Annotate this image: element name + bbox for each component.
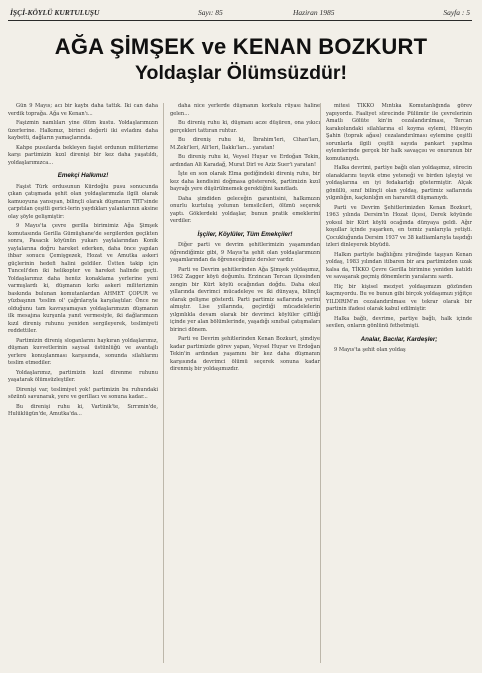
article-paragraph: Kahpe pusularda bekleyen faşist ordunun militerizme karşı partimizin kızıl direnişi bir kez daha yaşatıldı, yoldaşlarımızca... (8, 144, 158, 166)
article-paragraph: Halka devrimi, partiye bağlı olan yoldaşımız, sürecin olanaklarını teşvik etme yeteneği ve birden işleyişi ve yoldaşlarına en iyi fedakarlığı göstermiştir. Alçak gönüllü, sınıf bilinçli olan yoldaş, partimiz saflarında yılgınlığın, kaçkınlığın en hararetli düşmanıydı. (326, 165, 472, 201)
article-subtitle: Yoldaşlar Ölümsüzdür! (134, 62, 347, 84)
article-paragraph: Parti ve Devrim Şehitlerimizden Kenan Bozkurt, 1963 yılında Dersim'in Hozat ilçesi, Derek köyünde yoksul bir Kürt köylü ocağında dünyaya geldi. Ağır koşullar içinde yaşarken, en temiz yanlarıyla yetişti. Çocukluğunda Dersim 1937 ve 38 katliamlarıyla taşıdığı izleri dinleyerek büyüdü. (326, 204, 472, 248)
article-paragraph: Daha şimdiden geleceğin garantisini, halkımızın onurlu kurtuluş yolunun temsilcileri, ölümü seçerek yaptı. Göklerdeki yoldaşlar, bunun pratik emeklerini verdiler. (170, 195, 320, 224)
article-paragraph: Gün 9 Mayıs; acı bir kaybı daha tattık. İki can daha verdik toprağa. Ağa ve Kenan'ı... (8, 103, 158, 117)
article-paragraph: Faşist Türk ordusunun Kürdoğlu pusu sonucunda çıkan çatışmada şehit olan yoldaşlarımızla ilgili olarak kamuoyuna yansıyan, bilinçli olarak düşmanın TRT'sinde çarpıtılan çeşitli gerici-lerin yaydıkları yalanlarının aksine olay şöyle gelişmiştir: (8, 183, 158, 220)
article-paragraph: 9 Mayıs'ta şehit olan yoldaş (334, 347, 406, 353)
section-heading: İşçiler, Köylüler, Tüm Emekçiler! (197, 230, 293, 238)
section-heading: Emekçi Halkımız! (57, 172, 109, 179)
article-paragraph: Yoldaşlarımız, partimizin kızıl direnme ruhunu yaşatarak ölümsüzleştiler. (8, 369, 158, 383)
article-paragraph: Parti ve Devrim şehitlerinden Ağa Şimşek yoldaşımız, 1962 Zagger köyü doğumlu. Erzincan Tercan ilçesinden zengin bir Kürt köylü ocağından doğdu. Daha okul yıllarında devrimci mücadeleye ve iki dünyaya, bilinçli olarak gelişme gösterdi. Parti partimiz saflarında yerini almıştır. Lise yıllarında, geçirdiği mücadelelerin yılgınlıkla devam olarak bir devrimci köylüler çiftliği içinde yer alan bölümlerinde, yaşadığı sınıfsal çatışmaları birinci dönem. (170, 266, 320, 333)
article-paragraph: Partimizin direniş sloganlarını haykıran yoldaşlarımız, düşman kuvvetlerinin sayısal üstünlüğü ve avantajlı yerlere konuşlanması karşısında, sonunda silahlarını teslim etmediler. (8, 337, 158, 366)
article-paragraph: İşte en son olarak Elma gediğindeki direniş ruhu, bir kez daha kendisini doğmasa göstererek, partimizin kızıl bayrağı yere düşürülmemek gerektiğini kanıtladı. (170, 171, 320, 192)
article-paragraph: Bu direnişi ruhu ki, Vartinik'te, Sırrımin'de, Hulüklügün'de, Amutka'da... (8, 403, 158, 417)
article-paragraph: Direnişi var, teslimiyet yok! partimizin bu ruhundaki sözünü savunarak, yere ve gerillacı ve sonuna kadar... (8, 386, 158, 400)
article-column-1 (8, 103, 158, 663)
article-paragraph: Bu direniş ruhu ki, İbrahim'leri, Cihan'ları, M.Zeki'leri, Ali'leri, İlakkı'ları... yaratan! (170, 137, 320, 151)
article-paragraph: 9 Mayıs'ta çevre gerilla birimimiz Ağa Şimşek komutasında Gerilla Gümüşhane'de sergilerden geçikten sonra, Pasacık köyünün yukarı yaylalarından Konik yaylalarına doğru hareket ederken, daha önce yapılan ihbar sonucu Çemişgezek, Hozat ve Amutka askeri güçlerinin hedefi halini geldiler. Üstten takip için Tunceli'den iki helikopter ve hareket halinde geçti. Yoldaşlarımız daha henüz konaklama yerlerine yeni varmışlardı ki, düşmanın kırkı askeri militerizmin baskında bulunan komutanlardan AHMET ÇOPUR ve yüzbaşının 'teslim ol' çağrılarıyla karşılaştılar. Önce ne olduğunu tam kavrayamayan yoldaşlarımızın düşmanın ilk mesajına kurşunla yanıt vermesiyle, iki dağlarımızın kızıl direniş ruhunu yeniden sergileyerek, teslimiyeti reddettiler. (8, 223, 158, 334)
article-title: AĞA ŞİMŞEK ve KENAN BOZKURT (54, 34, 428, 59)
column-divider (320, 103, 321, 663)
article-paragraph: Bu direniş ruhu ki, Veysel Huyar ve Erdoğan Tekin, ardından Ali Karadağ, Murat Dirl ve Aziz Suer'i yaratan! (170, 154, 320, 168)
article-paragraph: Bu direniş ruhu ki, düşmanı acze düşüren, ona yıkıcı gerçekleri tattıran ruhtur. (170, 120, 320, 134)
article-paragraph: Parti ve Devrim şehitlerinden Kenan Bozkurt, şimdiye kadar partimizde görev yapan, Veysel Huyar ve Erdoğan Tekin'in ardından yaşamını bir kez daha düşmanın karşısında devrimci ölümü seçerek sonuna kadar direnmiş bir yoldaşımızdır. (170, 336, 320, 372)
article-paragraph: mitesi TİKKO Mıntıka Komutanlığında görev yapıyordu. Faaliyet sürecinde Pülümür ile çevrelerinin Amatlı Gölüte kin'in cezalandırılması, Tercan karakolundaki silahlarına el koyma eylemi, Hüseyin Şahin (toprak ağası) cezalandırılması eylemine çeşitli sorunlarla ilgili çeşitli sayıda pankart yapılma eylemlerinde gerçek bir halk savaşçısı ve onurunun bir komutanıydı. (326, 103, 472, 162)
article-paragraph: Diğer parti ve devrim şehitlerimizin yaşamından öğrendiğimiz gibi, 9 Mayıs'ta şehit olan yoldaşlarımızın yaşamlarından da öğreneceğimiz dersler vardır. (170, 242, 320, 263)
page-number: Sayfa : 5 (443, 8, 470, 17)
article-paragraph: Hiç bir kişisel meziyet yoldaşımızın gözünden kaçmıyordu. Bu ve bunun gibi birçok yoldaşımızı yiğitçe YILDIRIM'ın cezalandırılması ve tekrar olarak bir partinin ifadesi olarak kabul edilmiştir. (326, 283, 472, 312)
issue-number: Sayı: 85 (198, 8, 223, 17)
issue-date: Haziran 1985 (293, 8, 335, 17)
page-header (8, 6, 472, 21)
article-paragraph: Faşizmin namlıları yine ölüm kustu. Yoldaşlarımızın üzerlerine. Halkımız, birinci değerli iki evladını daha kaybetti, dağların yamaçlarında. (8, 120, 158, 141)
publication-name: İŞÇİ-KÖYLÜ KURTULUŞU (10, 8, 100, 17)
column-divider (163, 103, 164, 663)
article-paragraph: Halka bağlı, devrime, partiye bağlı, halk içinde sevilen, onların gönlünü fethetmişti. (326, 315, 472, 329)
article-paragraph: daha nice yerlerde düşmanın korkulu rüyası haline gelen... (170, 103, 320, 117)
article-column-3 (326, 103, 472, 663)
section-heading: Analar, Bacılar, Kardeşler; (360, 335, 438, 343)
article-paragraph: Halkın partiyle bağlılığını yüreğinde taşıyan Kenan yoldaş, 1983 yılından itibaren bir ara partimizden uzak kalsa da, TİKKO Çevre Gerilla birimine yeniden katıldı ve savaşarak geçmiş dönemlerin yaralarını sardı. (326, 251, 472, 280)
article-column-2 (170, 103, 320, 663)
